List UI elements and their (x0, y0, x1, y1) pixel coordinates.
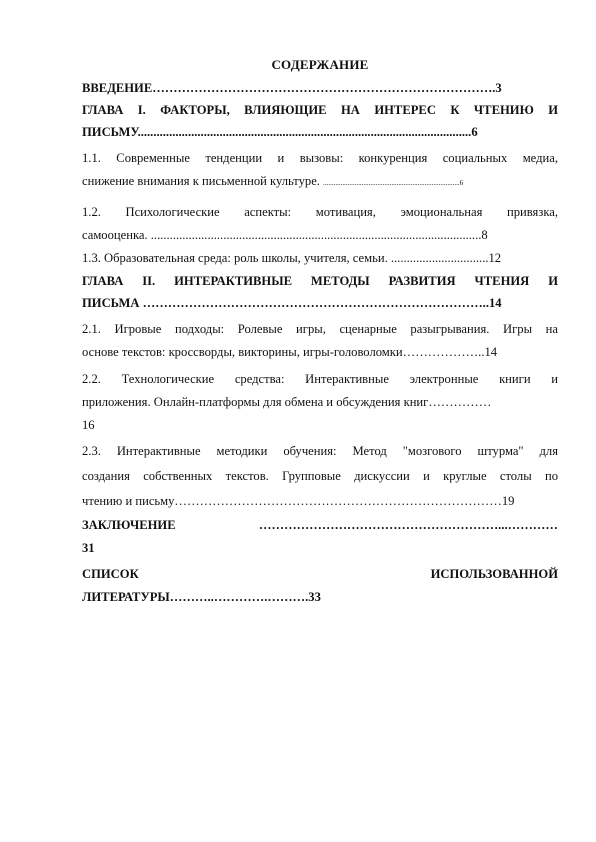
toc-entry-conclusion-line1 (82, 514, 558, 536)
toc-entry-1-1-line2 (82, 170, 558, 192)
toc-entry-chapter1-line2: ПИСЬМУ..........................................................................................................6 (82, 125, 478, 139)
toc-title: СОДЕРЖАНИЕ (271, 57, 369, 72)
toc-entry-2-3-line1: 2.3. Интерактивные методики обучения: Метод "мозгового штурма" для (82, 444, 558, 458)
toc-entry-1-2-line2: самооценка. .........................................................................................................8 (82, 228, 488, 242)
toc-entry-2-3-line2: создания собственных текстов. Групповые дискуссии и круглые столы по (82, 469, 558, 483)
toc-entry-1-3: 1.3. Образовательная среда: роль школы, учителя, семьи. ...............................12 (82, 251, 502, 265)
toc-entry-2-1-line1: 2.1. Игровые подходы: Ролевые игры, сценарные разыгрывания. Игры на (82, 322, 558, 336)
toc-entry-1-2-line1: 1.2. Психологические аспекты: мотивация, эмоциональная привязка, (82, 205, 558, 219)
toc-entry-chapter1-line1: ГЛАВА I. ФАКТОРЫ, ВЛИЯЮЩИЕ НА ИНТЕРЕС К ЧТЕНИЮ И (82, 103, 558, 117)
toc-entry-bibliography-word1: СПИСОК (82, 567, 139, 581)
toc-entry-2-2-line1: 2.2. Технологические средства: Интерактивные электронные книги и (82, 372, 558, 386)
toc-entry-bibliography-word2: ИСПОЛЬЗОВАННОЙ (430, 567, 558, 581)
toc-entry-1-1-line1: 1.1. Современные тенденции и вызовы: конкуренция социальных медиа, (82, 151, 558, 165)
toc-entry-conclusion-text: ЗАКЛЮЧЕНИЕ (82, 518, 176, 532)
toc-entry-chapter2-line1: ГЛАВА II. ИНТЕРАКТИВНЫЕ МЕТОДЫ РАЗВИТИЯ ЧТЕНИЯ И (82, 274, 558, 288)
toc-entry-2-3-line3: чтению и письму……………………………………………………………………19 (82, 494, 515, 508)
toc-entry-2-2-page: 16 (82, 418, 95, 432)
toc-entry-1-1-text: снижение внимания к письменной культуре. (82, 174, 320, 188)
toc-entry-1-1-leader: ..............................................................................6 (323, 179, 464, 187)
toc-entry-bibliography-line1 (82, 563, 558, 585)
toc-entry-introduction: ВВЕДЕНИЕ……………………………………………………………………….3 (82, 81, 502, 95)
toc-entry-2-1-line2: основе текстов: кроссворды, викторины, игры-головоломки………………..14 (82, 345, 498, 359)
toc-entry-chapter2-line2: ПИСЬМА ………………………………………………………………………..14 (82, 296, 502, 310)
toc-entry-bibliography-line2: ЛИТЕРАТУРЫ………..………….……….33 (82, 590, 321, 604)
toc-entry-conclusion-page: 31 (82, 541, 95, 555)
toc-entry-conclusion-leader: …………………………………………………...………… (258, 518, 558, 532)
toc-entry-2-2-line2: приложения. Онлайн-платформы для обмена и обсуждения книг…………… (82, 395, 492, 409)
